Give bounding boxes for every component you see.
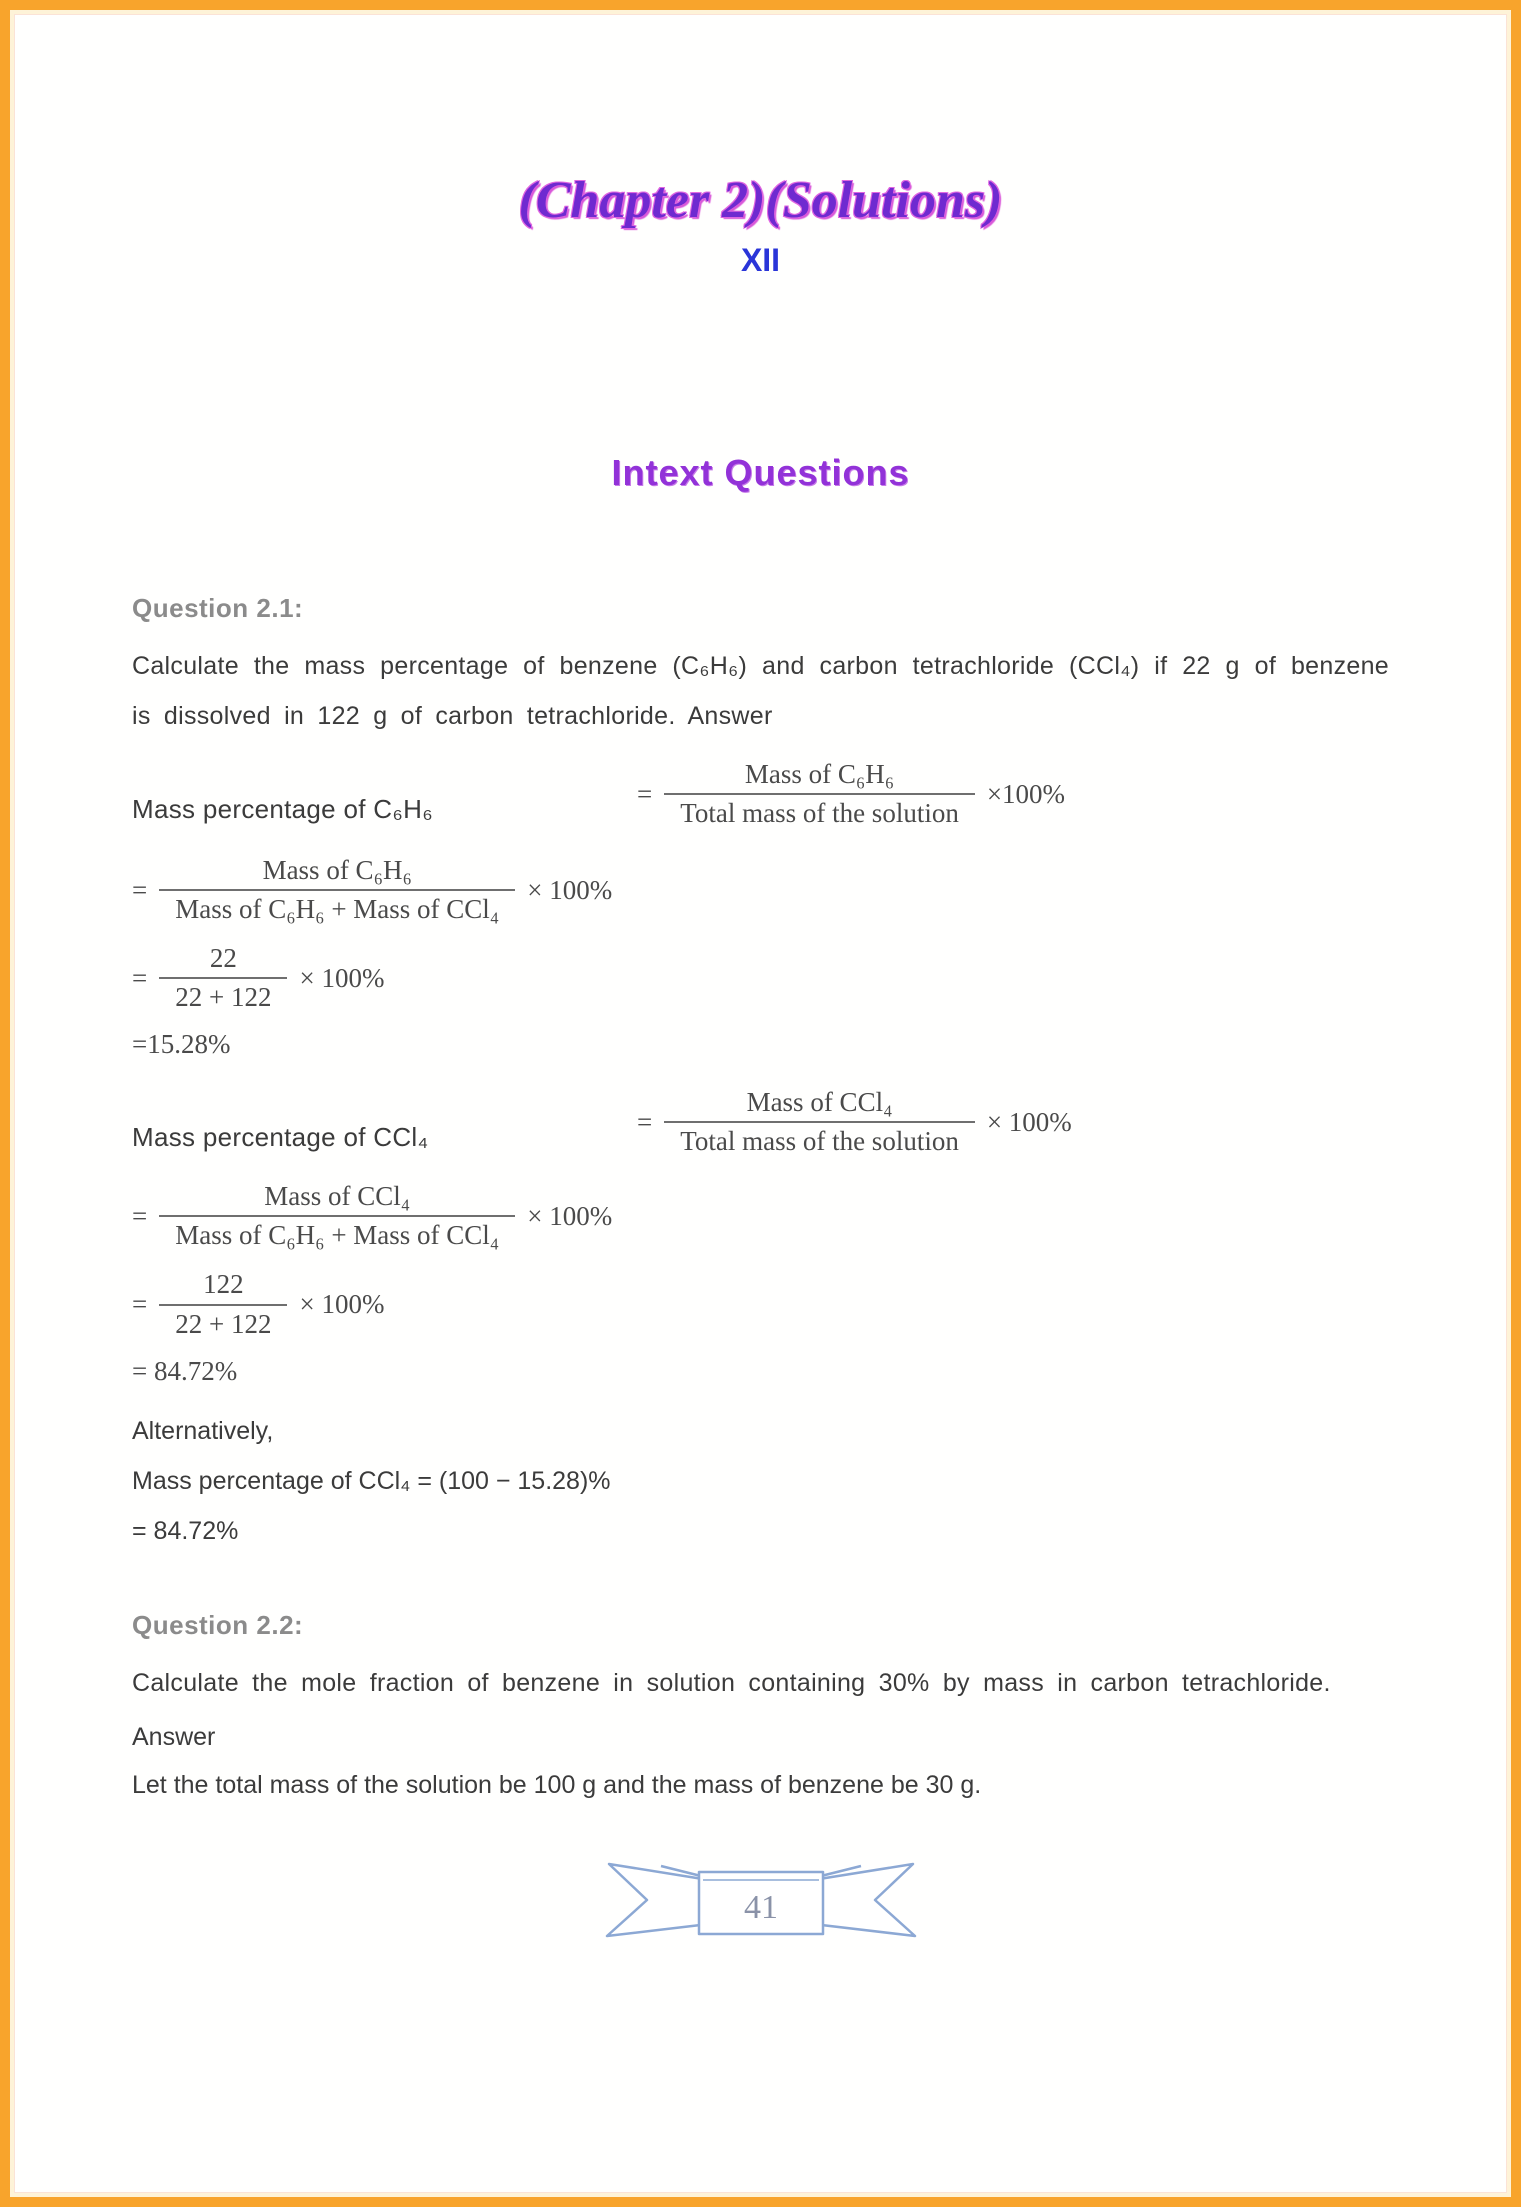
formula-row [132, 855, 1389, 925]
section-heading: Intext Questions [611, 452, 910, 493]
fraction-denominator: 22 + 122 [159, 1304, 287, 1340]
formula-row [132, 1269, 1389, 1339]
fraction [159, 1269, 287, 1339]
formula-row [132, 1181, 1389, 1251]
multiplier: × 100% [527, 1200, 613, 1231]
fraction-numerator: Mass of C₆H₆ [744, 759, 895, 789]
formula-block-ccl4-definition [132, 1087, 1389, 1157]
equals-sign: = [132, 1200, 148, 1231]
mass-pct-ccl4-label: Mass percentage of CCl₄ [132, 1122, 429, 1153]
page-number-ribbon [591, 1850, 931, 1950]
fraction [664, 759, 975, 829]
page-content [10, 170, 1511, 1950]
fraction-numerator: 22 [209, 943, 237, 974]
formula-row [132, 943, 1389, 1013]
fraction-denominator: Total mass of the solution [664, 793, 975, 829]
fraction-numerator: 122 [203, 1269, 244, 1300]
chapter-title: (Chapter 2)(Solutions) [518, 172, 1003, 229]
formula-row [637, 1087, 1072, 1157]
multiplier: × 100% [299, 1289, 385, 1320]
fraction-numerator: Mass of CCl₄ [746, 1087, 893, 1118]
question-2-1-text: Calculate the mass percentage of benzene (C₆H₆) and carbon tetrachloride (CCl₄) if 22 g of benzene is dissolved in 122 g of carbon tetrachloride. Answer [132, 652, 1389, 730]
equals-sign: = [132, 874, 148, 905]
alternative-result: = 84.72% [132, 1516, 239, 1545]
answer-label: Answer [132, 1722, 216, 1751]
multiplier: × 100% [986, 1106, 1072, 1137]
result-value: =15.28% [132, 1029, 231, 1060]
fraction-numerator: Mass of CCl₄ [264, 1181, 411, 1212]
equals-sign: = [637, 1106, 653, 1137]
formula-block-c6h6-definition [132, 759, 1389, 829]
fraction-denominator: Mass of C₆H₆ + Mass of CCl₄ [159, 889, 515, 925]
ribbon-banner-icon [591, 1850, 931, 1950]
alternatively-label: Alternatively, [132, 1416, 274, 1445]
result-value: = 84.72% [132, 1355, 238, 1386]
fraction [159, 855, 515, 925]
mass-pct-c6h6-label: Mass percentage of C₆H₆ [132, 794, 433, 825]
equals-sign: = [132, 1289, 148, 1320]
fraction-denominator: Mass of C₆H₆ + Mass of CCl₄ [159, 1215, 515, 1251]
alternative-equation: Mass percentage of CCl₄ = (100 − 15.28)% [132, 1466, 611, 1495]
answer-line-1: Let the total mass of the solution be 100 g and the mass of benzene be 30 g. [132, 1770, 982, 1799]
formula-row [637, 759, 1065, 829]
grade-label: XII [740, 242, 781, 278]
fraction [664, 1087, 975, 1157]
question-2-2-label: Question 2.2: [132, 1609, 304, 1640]
fraction-numerator: Mass of C₆H₆ [262, 855, 412, 886]
multiplier: × 100% [299, 962, 385, 993]
equals-sign: = [637, 778, 653, 809]
page-number: 41 [743, 1888, 778, 1926]
multiplier: × 100% [527, 874, 613, 905]
fraction-denominator: Total mass of the solution [664, 1121, 975, 1157]
fraction-denominator: 22 + 122 [159, 977, 287, 1013]
equals-sign: = [132, 962, 148, 993]
question-2-1-label: Question 2.1: [132, 593, 304, 623]
fraction [159, 1181, 515, 1251]
fraction [159, 943, 287, 1013]
multiplier: ×100% [986, 778, 1066, 809]
question-2-2-text: Calculate the mole fraction of benzene in solution containing 30% by mass in carbon tetrachloride. [132, 1668, 1331, 1697]
